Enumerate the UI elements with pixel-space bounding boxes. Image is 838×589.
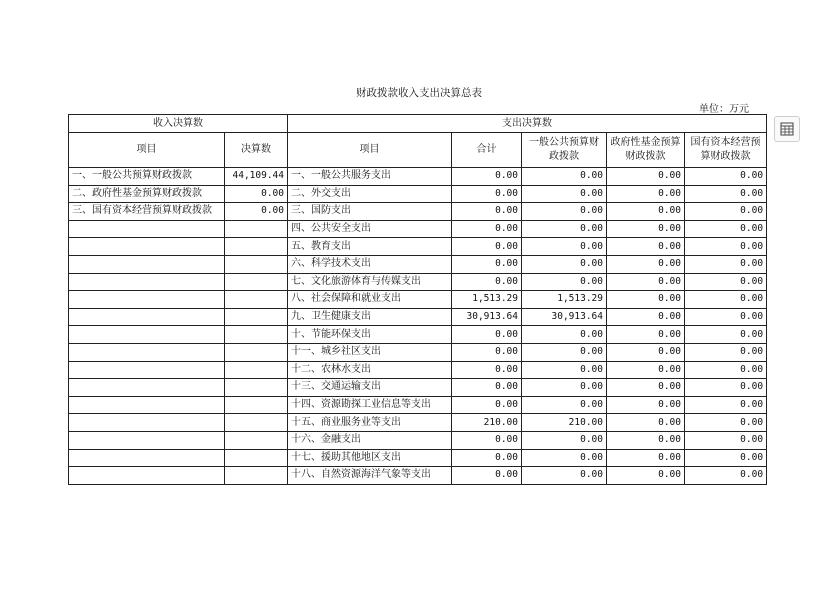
state-capital-cell: 0.00: [685, 361, 767, 379]
income-amount-cell: [225, 308, 288, 326]
general-budget-cell: 0.00: [522, 379, 607, 397]
total-cell: 30,913.64: [452, 308, 522, 326]
income-item-cell: [69, 431, 225, 449]
state-capital-cell: 0.00: [685, 449, 767, 467]
gov-fund-cell: 0.00: [607, 220, 685, 238]
income-amount-cell: 0.00: [225, 203, 288, 221]
gov-fund-cell: 0.00: [607, 185, 685, 203]
state-capital-cell: 0.00: [685, 238, 767, 256]
income-amount-cell: [225, 326, 288, 344]
income-amount-cell: 44,109.44: [225, 168, 288, 186]
gov-fund-cell: 0.00: [607, 238, 685, 256]
income-item-cell: [69, 396, 225, 414]
income-item-cell: [69, 467, 225, 485]
table-row: [69, 220, 767, 238]
expense-item-cell: 十六、金融支出: [288, 431, 452, 449]
state-capital-cell: 0.00: [685, 431, 767, 449]
general-budget-cell: 30,913.64: [522, 308, 607, 326]
gov-fund-cell: 0.00: [607, 203, 685, 221]
table-row: [69, 168, 767, 186]
income-item-cell: 二、政府性基金预算财政拨款: [69, 185, 225, 203]
state-capital-cell: 0.00: [685, 168, 767, 186]
expense-item-cell: 四、公共安全支出: [288, 220, 452, 238]
table-row: [69, 255, 767, 273]
page-title: 财政拨款收入支出决算总表: [356, 87, 482, 99]
table-row: [69, 185, 767, 203]
income-amount-cell: [225, 396, 288, 414]
total-cell: 0.00: [452, 220, 522, 238]
table-row: [69, 467, 767, 485]
gov-fund-cell: 0.00: [607, 467, 685, 485]
state-capital-cell: 0.00: [685, 220, 767, 238]
table-row: [69, 273, 767, 291]
income-amount-header: 决算数: [225, 133, 288, 168]
income-amount-cell: [225, 238, 288, 256]
expense-item-cell: 十七、援助其他地区支出: [288, 449, 452, 467]
table-calc-icon-glyph: [780, 122, 794, 136]
income-amount-cell: [225, 431, 288, 449]
gov-fund-cell: 0.00: [607, 414, 685, 432]
income-item-cell: 一、一般公共预算财政拨款: [69, 168, 225, 186]
total-cell: 0.00: [452, 449, 522, 467]
budget-summary-table: [68, 114, 767, 485]
expense-item-cell: 九、卫生健康支出: [288, 308, 452, 326]
gov-fund-cell: 0.00: [607, 449, 685, 467]
expense-item-cell: 十三、交通运输支出: [288, 379, 452, 397]
table-row: [69, 431, 767, 449]
table-row: [69, 379, 767, 397]
general-budget-cell: 210.00: [522, 414, 607, 432]
total-cell: 0.00: [452, 396, 522, 414]
income-item-cell: [69, 326, 225, 344]
state-capital-cell: 0.00: [685, 185, 767, 203]
general-budget-cell: 0.00: [522, 326, 607, 344]
gov-fund-cell: 0.00: [607, 291, 685, 309]
total-header: 合计: [452, 133, 522, 168]
state-capital-cell: 0.00: [685, 203, 767, 221]
expense-item-cell: 一、一般公共服务支出: [288, 168, 452, 186]
income-amount-cell: [225, 449, 288, 467]
income-item-cell: [69, 220, 225, 238]
state-capital-cell: 0.00: [685, 308, 767, 326]
expense-item-cell: 十一、城乡社区支出: [288, 343, 452, 361]
expense-item-cell: 十四、资源勘探工业信息等支出: [288, 396, 452, 414]
state-capital-header: 国有资本经营预算财政拨款: [685, 133, 767, 168]
general-budget-cell: 0.00: [522, 273, 607, 291]
gov-fund-cell: 0.00: [607, 308, 685, 326]
income-item-header: 项目: [69, 133, 225, 168]
state-capital-cell: 0.00: [685, 467, 767, 485]
income-item-cell: [69, 291, 225, 309]
expense-item-cell: 十、节能环保支出: [288, 326, 452, 344]
total-cell: 210.00: [452, 414, 522, 432]
gov-fund-cell: 0.00: [607, 326, 685, 344]
general-budget-header: 一般公共预算财政拨款: [522, 133, 607, 168]
general-budget-cell: 0.00: [522, 220, 607, 238]
table-row: [69, 326, 767, 344]
table-calc-icon[interactable]: [774, 116, 800, 142]
income-item-cell: [69, 343, 225, 361]
expense-item-cell: 三、国防支出: [288, 203, 452, 221]
total-cell: 0.00: [452, 431, 522, 449]
income-amount-cell: [225, 361, 288, 379]
general-budget-cell: 0.00: [522, 343, 607, 361]
gov-fund-cell: 0.00: [607, 168, 685, 186]
table-row: [69, 343, 767, 361]
expense-item-header: 项目: [288, 133, 452, 168]
total-cell: 0.00: [452, 343, 522, 361]
header-row-group: [69, 115, 767, 133]
expense-item-cell: 五、教育支出: [288, 238, 452, 256]
income-amount-cell: [225, 343, 288, 361]
income-amount-cell: [225, 220, 288, 238]
total-cell: 0.00: [452, 238, 522, 256]
table-row: [69, 449, 767, 467]
income-amount-cell: [225, 255, 288, 273]
income-item-cell: [69, 308, 225, 326]
state-capital-cell: 0.00: [685, 343, 767, 361]
gov-fund-cell: 0.00: [607, 255, 685, 273]
table-row: [69, 203, 767, 221]
income-amount-cell: [225, 414, 288, 432]
gov-fund-cell: 0.00: [607, 361, 685, 379]
state-capital-cell: 0.00: [685, 291, 767, 309]
table-row: [69, 308, 767, 326]
header-row-columns: [69, 133, 767, 168]
general-budget-cell: 0.00: [522, 361, 607, 379]
state-capital-cell: 0.00: [685, 414, 767, 432]
income-item-cell: [69, 255, 225, 273]
expense-item-cell: 八、社会保障和就业支出: [288, 291, 452, 309]
table-row: [69, 291, 767, 309]
expense-item-cell: 二、外交支出: [288, 185, 452, 203]
general-budget-cell: 0.00: [522, 168, 607, 186]
income-amount-cell: [225, 379, 288, 397]
table-row: [69, 361, 767, 379]
state-capital-cell: 0.00: [685, 396, 767, 414]
total-cell: 0.00: [452, 273, 522, 291]
gov-fund-cell: 0.00: [607, 431, 685, 449]
total-cell: 0.00: [452, 379, 522, 397]
expense-group-header: 支出决算数: [288, 115, 767, 133]
general-budget-cell: 0.00: [522, 185, 607, 203]
general-budget-cell: 0.00: [522, 255, 607, 273]
state-capital-cell: 0.00: [685, 326, 767, 344]
income-item-cell: 三、国有资本经营预算财政拨款: [69, 203, 225, 221]
state-capital-cell: 0.00: [685, 255, 767, 273]
income-item-cell: [69, 379, 225, 397]
unit-label: 单位：万元: [699, 104, 749, 115]
income-item-cell: [69, 238, 225, 256]
total-cell: 0.00: [452, 467, 522, 485]
income-amount-cell: 0.00: [225, 185, 288, 203]
state-capital-cell: 0.00: [685, 379, 767, 397]
total-cell: 0.00: [452, 203, 522, 221]
income-item-cell: [69, 414, 225, 432]
table-row: [69, 414, 767, 432]
income-item-cell: [69, 273, 225, 291]
gov-fund-cell: 0.00: [607, 396, 685, 414]
total-cell: 0.00: [452, 168, 522, 186]
expense-item-cell: 七、文化旅游体育与传媒支出: [288, 273, 452, 291]
general-budget-cell: 0.00: [522, 203, 607, 221]
total-cell: 0.00: [452, 185, 522, 203]
expense-item-cell: 十八、自然资源海洋气象等支出: [288, 467, 452, 485]
table-row: [69, 396, 767, 414]
general-budget-cell: 0.00: [522, 431, 607, 449]
expense-item-cell: 十二、农林水支出: [288, 361, 452, 379]
gov-fund-cell: 0.00: [607, 343, 685, 361]
income-item-cell: [69, 361, 225, 379]
general-budget-cell: 0.00: [522, 396, 607, 414]
income-amount-cell: [225, 291, 288, 309]
expense-item-cell: 十五、商业服务业等支出: [288, 414, 452, 432]
total-cell: 1,513.29: [452, 291, 522, 309]
table-body: [69, 168, 767, 485]
income-item-cell: [69, 449, 225, 467]
table-row: [69, 238, 767, 256]
total-cell: 0.00: [452, 326, 522, 344]
general-budget-cell: 0.00: [522, 449, 607, 467]
general-budget-cell: 0.00: [522, 467, 607, 485]
income-amount-cell: [225, 467, 288, 485]
general-budget-cell: 1,513.29: [522, 291, 607, 309]
gov-fund-cell: 0.00: [607, 273, 685, 291]
income-amount-cell: [225, 273, 288, 291]
general-budget-cell: 0.00: [522, 238, 607, 256]
state-capital-cell: 0.00: [685, 273, 767, 291]
total-cell: 0.00: [452, 255, 522, 273]
gov-fund-header: 政府性基金预算财政拨款: [607, 133, 685, 168]
income-group-header: 收入决算数: [69, 115, 288, 133]
gov-fund-cell: 0.00: [607, 379, 685, 397]
total-cell: 0.00: [452, 361, 522, 379]
expense-item-cell: 六、科学技术支出: [288, 255, 452, 273]
